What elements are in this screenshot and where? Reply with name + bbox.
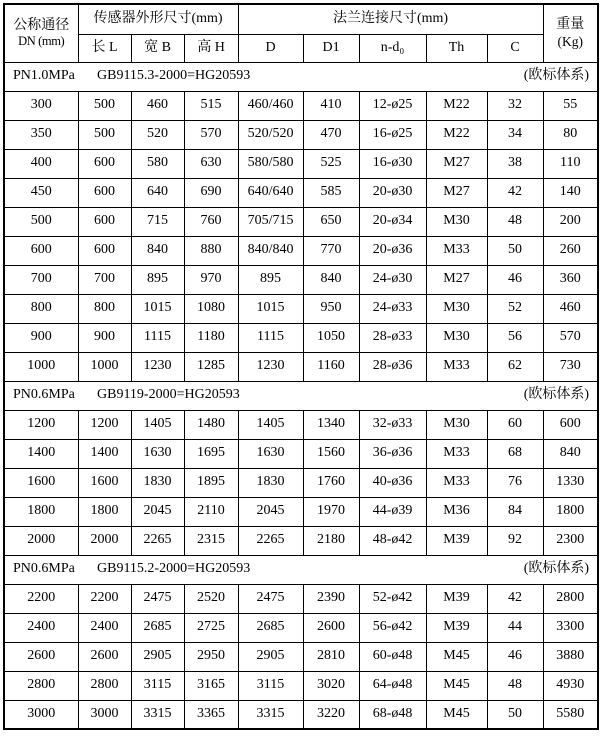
table-cell: 3115: [131, 671, 184, 700]
table-cell: 60-ø48: [359, 642, 426, 671]
table-cell: 44-ø39: [359, 497, 426, 526]
table-cell: 1230: [238, 352, 303, 381]
table-cell: 20-ø34: [359, 207, 426, 236]
standard-system-note: (欧标体系): [523, 387, 590, 403]
table-cell: 3315: [131, 700, 184, 729]
table-cell: 600: [4, 236, 78, 265]
table-cell: 32: [487, 91, 543, 120]
table-cell: 525: [303, 149, 359, 178]
table-cell: 700: [78, 265, 131, 294]
section-row: [4, 381, 598, 410]
pressure-rating-label: PN0.6MPa: [13, 387, 75, 403]
table-cell: 1115: [238, 323, 303, 352]
section-header-inner: [13, 387, 589, 403]
table-cell: M30: [426, 323, 487, 352]
table-cell: 1230: [131, 352, 184, 381]
table-cell: 895: [238, 265, 303, 294]
table-cell: 1340: [303, 410, 359, 439]
table-cell: 460: [131, 91, 184, 120]
table-cell: 16-ø25: [359, 120, 426, 149]
table-cell: 42: [487, 178, 543, 207]
table-row: [4, 91, 598, 120]
table-cell: 110: [543, 149, 598, 178]
table-cell: 705/715: [238, 207, 303, 236]
section-row: [4, 555, 598, 584]
table-cell: 1285: [184, 352, 238, 381]
table-cell: 1600: [78, 468, 131, 497]
table-cell: 52: [487, 294, 543, 323]
table-cell: 600: [78, 236, 131, 265]
table-cell: 64-ø48: [359, 671, 426, 700]
header-col-th: Th: [426, 34, 487, 62]
table-cell: 34: [487, 120, 543, 149]
header-row-sub: [4, 34, 598, 62]
table-cell: 44: [487, 613, 543, 642]
table-cell: 970: [184, 265, 238, 294]
table-cell: 520/520: [238, 120, 303, 149]
table-cell: 1050: [303, 323, 359, 352]
table-cell: 1115: [131, 323, 184, 352]
table-cell: 840: [131, 236, 184, 265]
table-cell: 585: [303, 178, 359, 207]
table-row: [4, 236, 598, 265]
table-cell: 600: [543, 410, 598, 439]
table-cell: 460/460: [238, 91, 303, 120]
table-cell: 28-ø36: [359, 352, 426, 381]
table-cell: 2685: [131, 613, 184, 642]
table-cell: 600: [78, 149, 131, 178]
table-cell: M33: [426, 352, 487, 381]
table-cell: 840: [543, 439, 598, 468]
table-cell: 1800: [78, 497, 131, 526]
table-cell: 3165: [184, 671, 238, 700]
table-cell: 640: [131, 178, 184, 207]
header-col-length: 长 L: [78, 34, 131, 62]
table-cell: M27: [426, 265, 487, 294]
table-cell: 3220: [303, 700, 359, 729]
table-cell: 2950: [184, 642, 238, 671]
table-cell: 36-ø36: [359, 439, 426, 468]
table-cell: 48: [487, 671, 543, 700]
table-cell: 20-ø30: [359, 178, 426, 207]
table-cell: 900: [78, 323, 131, 352]
dimension-table: [3, 3, 599, 730]
header-weight-title: 重量: [556, 17, 585, 33]
table-cell: 570: [184, 120, 238, 149]
table-cell: 3315: [238, 700, 303, 729]
section-header-cell: [4, 381, 598, 410]
table-cell: 500: [78, 91, 131, 120]
table-cell: 570: [543, 323, 598, 352]
table-cell: 900: [4, 323, 78, 352]
table-cell: 200: [543, 207, 598, 236]
table-row: [4, 323, 598, 352]
table-row: [4, 207, 598, 236]
table-cell: 46: [487, 265, 543, 294]
table-cell: 46: [487, 642, 543, 671]
table-cell: 470: [303, 120, 359, 149]
standard-code-label: GB9115.2-2000=HG20593: [97, 561, 251, 577]
table-cell: 2475: [238, 584, 303, 613]
table-cell: 24-ø33: [359, 294, 426, 323]
table-cell: 2110: [184, 497, 238, 526]
table-cell: 1400: [4, 439, 78, 468]
table-cell: 500: [4, 207, 78, 236]
table-cell: 1330: [543, 468, 598, 497]
table-row: [4, 149, 598, 178]
table-cell: 1970: [303, 497, 359, 526]
standard-code-label: GB9119-2000=HG20593: [97, 387, 240, 403]
table-cell: 895: [131, 265, 184, 294]
table-cell: 2800: [543, 584, 598, 613]
table-row: [4, 642, 598, 671]
standard-system-note: (欧标体系): [523, 68, 590, 84]
table-cell: 580/580: [238, 149, 303, 178]
table-cell: 1630: [238, 439, 303, 468]
table-cell: 5580: [543, 700, 598, 729]
table-cell: M45: [426, 700, 487, 729]
table-cell: 3000: [78, 700, 131, 729]
table-cell: 76: [487, 468, 543, 497]
section-header-inner: [13, 561, 589, 577]
table-cell: 515: [184, 91, 238, 120]
header-sensor-group: 传感器外形尺寸(mm): [78, 4, 238, 34]
table-row: [4, 120, 598, 149]
table-cell: 1405: [131, 410, 184, 439]
table-cell: M33: [426, 236, 487, 265]
table-cell: 500: [78, 120, 131, 149]
table-row: [4, 671, 598, 700]
table-cell: 800: [78, 294, 131, 323]
table-cell: 2300: [543, 526, 598, 555]
table-cell: 640/640: [238, 178, 303, 207]
table-row: [4, 294, 598, 323]
table-row: [4, 439, 598, 468]
table-cell: 38: [487, 149, 543, 178]
header-col-d1: D1: [303, 34, 359, 62]
table-cell: 840: [303, 265, 359, 294]
table-cell: M36: [426, 497, 487, 526]
table-cell: 1200: [4, 410, 78, 439]
table-cell: 92: [487, 526, 543, 555]
table-cell: 2600: [4, 642, 78, 671]
table-cell: 2725: [184, 613, 238, 642]
table-cell: 350: [4, 120, 78, 149]
table-cell: 2810: [303, 642, 359, 671]
table-cell: 2800: [4, 671, 78, 700]
table-cell: 520: [131, 120, 184, 149]
table-cell: 2400: [78, 613, 131, 642]
table-cell: 1180: [184, 323, 238, 352]
table-cell: 1000: [78, 352, 131, 381]
table-cell: 68: [487, 439, 543, 468]
table-cell: 4930: [543, 671, 598, 700]
standard-code-label: GB9115.3-2000=HG20593: [97, 68, 251, 84]
section-header-inner: [13, 68, 589, 84]
table-cell: 1405: [238, 410, 303, 439]
table-cell: 1695: [184, 439, 238, 468]
table-cell: 1800: [543, 497, 598, 526]
table-cell: 950: [303, 294, 359, 323]
table-cell: 460: [543, 294, 598, 323]
table-cell: 2045: [131, 497, 184, 526]
table-cell: 3300: [543, 613, 598, 642]
table-cell: M30: [426, 294, 487, 323]
header-dn-title: 公称通径: [13, 17, 70, 33]
table-body: [4, 62, 598, 729]
table-cell: 410: [303, 91, 359, 120]
table-cell: 880: [184, 236, 238, 265]
table-cell: 2200: [78, 584, 131, 613]
table-cell: 2045: [238, 497, 303, 526]
table-cell: M27: [426, 178, 487, 207]
header-col-d: D: [238, 34, 303, 62]
table-cell: 730: [543, 352, 598, 381]
table-cell: 1160: [303, 352, 359, 381]
table-cell: 600: [78, 207, 131, 236]
table-cell: M45: [426, 642, 487, 671]
table-cell: 32-ø33: [359, 410, 426, 439]
table-cell: 2905: [131, 642, 184, 671]
table-cell: M33: [426, 439, 487, 468]
table-cell: 1760: [303, 468, 359, 497]
table-cell: M22: [426, 91, 487, 120]
table-cell: 700: [4, 265, 78, 294]
table-cell: 3020: [303, 671, 359, 700]
table-cell: 12-ø25: [359, 91, 426, 120]
table-cell: 2800: [78, 671, 131, 700]
pressure-rating-label: PN0.6MPa: [13, 561, 75, 577]
table-cell: M33: [426, 468, 487, 497]
table-cell: 84: [487, 497, 543, 526]
table-cell: 1000: [4, 352, 78, 381]
table-cell: 260: [543, 236, 598, 265]
table-cell: 40-ø36: [359, 468, 426, 497]
header-weight-column: [543, 4, 598, 62]
table-cell: 1800: [4, 497, 78, 526]
header-col-nd0: n-d₀: [359, 34, 426, 62]
table-cell: 715: [131, 207, 184, 236]
table-cell: 770: [303, 236, 359, 265]
table-cell: M45: [426, 671, 487, 700]
table-cell: 1480: [184, 410, 238, 439]
table-cell: 1895: [184, 468, 238, 497]
header-col-width: 宽 B: [131, 34, 184, 62]
header-dn-subtitle: DN (mm): [18, 34, 65, 49]
header-weight-subtitle: (Kg): [557, 33, 584, 49]
table-cell: 50: [487, 700, 543, 729]
table-cell: 1830: [238, 468, 303, 497]
table-row: [4, 526, 598, 555]
header-flange-group: 法兰连接尺寸(mm): [238, 4, 543, 34]
table-cell: 2600: [303, 613, 359, 642]
table-row: [4, 178, 598, 207]
table-row: [4, 584, 598, 613]
table-cell: 1600: [4, 468, 78, 497]
table-cell: 600: [78, 178, 131, 207]
table-cell: 48: [487, 207, 543, 236]
table-cell: 48-ø42: [359, 526, 426, 555]
table-cell: 800: [4, 294, 78, 323]
table-cell: 2265: [238, 526, 303, 555]
table-cell: 1200: [78, 410, 131, 439]
table-cell: 3000: [4, 700, 78, 729]
standard-system-note: (欧标体系): [523, 561, 590, 577]
table-cell: 2315: [184, 526, 238, 555]
table-cell: 450: [4, 178, 78, 207]
table-cell: 3115: [238, 671, 303, 700]
table-cell: M30: [426, 410, 487, 439]
table-cell: 24-ø30: [359, 265, 426, 294]
section-header-cell: [4, 555, 598, 584]
table-cell: M27: [426, 149, 487, 178]
table-cell: M39: [426, 613, 487, 642]
table-cell: 140: [543, 178, 598, 207]
table-cell: 62: [487, 352, 543, 381]
table-cell: M39: [426, 584, 487, 613]
table-cell: 1015: [238, 294, 303, 323]
table-cell: 80: [543, 120, 598, 149]
table-cell: 16-ø30: [359, 149, 426, 178]
table-cell: 28-ø33: [359, 323, 426, 352]
table-row: [4, 410, 598, 439]
table-cell: 1080: [184, 294, 238, 323]
table-cell: 650: [303, 207, 359, 236]
table-cell: 1400: [78, 439, 131, 468]
table-cell: 2200: [4, 584, 78, 613]
table-cell: 2475: [131, 584, 184, 613]
table-row: [4, 497, 598, 526]
section-row: [4, 62, 598, 91]
table-cell: 2390: [303, 584, 359, 613]
table-cell: 55: [543, 91, 598, 120]
table-cell: 2000: [4, 526, 78, 555]
table-cell: 56: [487, 323, 543, 352]
header-col-c: C: [487, 34, 543, 62]
table-cell: 56-ø42: [359, 613, 426, 642]
table-cell: 690: [184, 178, 238, 207]
table-row: [4, 468, 598, 497]
table-cell: M39: [426, 526, 487, 555]
table-cell: 2600: [78, 642, 131, 671]
table-cell: 2180: [303, 526, 359, 555]
table-cell: 1830: [131, 468, 184, 497]
table-cell: 400: [4, 149, 78, 178]
table-cell: 1560: [303, 439, 359, 468]
table-cell: M30: [426, 207, 487, 236]
table-cell: 2905: [238, 642, 303, 671]
table-row: [4, 265, 598, 294]
header-col-height: 高 H: [184, 34, 238, 62]
table-cell: 20-ø36: [359, 236, 426, 265]
table-cell: 2685: [238, 613, 303, 642]
table-row: [4, 352, 598, 381]
table-cell: 1015: [131, 294, 184, 323]
table-cell: 360: [543, 265, 598, 294]
table-row: [4, 700, 598, 729]
table-cell: 2265: [131, 526, 184, 555]
table-cell: 68-ø48: [359, 700, 426, 729]
table-cell: 42: [487, 584, 543, 613]
header-dn-column: [4, 4, 78, 62]
table-cell: 52-ø42: [359, 584, 426, 613]
pressure-rating-label: PN1.0MPa: [13, 68, 75, 84]
table-cell: 2000: [78, 526, 131, 555]
table-cell: 3365: [184, 700, 238, 729]
table-cell: 760: [184, 207, 238, 236]
table-cell: 580: [131, 149, 184, 178]
table-cell: 1630: [131, 439, 184, 468]
table-cell: 60: [487, 410, 543, 439]
table-cell: 2400: [4, 613, 78, 642]
table-row: [4, 613, 598, 642]
table-cell: 3880: [543, 642, 598, 671]
table-cell: 840/840: [238, 236, 303, 265]
table-cell: 300: [4, 91, 78, 120]
table-cell: 2520: [184, 584, 238, 613]
table-cell: 50: [487, 236, 543, 265]
table-cell: 630: [184, 149, 238, 178]
table-cell: M22: [426, 120, 487, 149]
section-header-cell: [4, 62, 598, 91]
header-row-groups: [4, 4, 598, 34]
